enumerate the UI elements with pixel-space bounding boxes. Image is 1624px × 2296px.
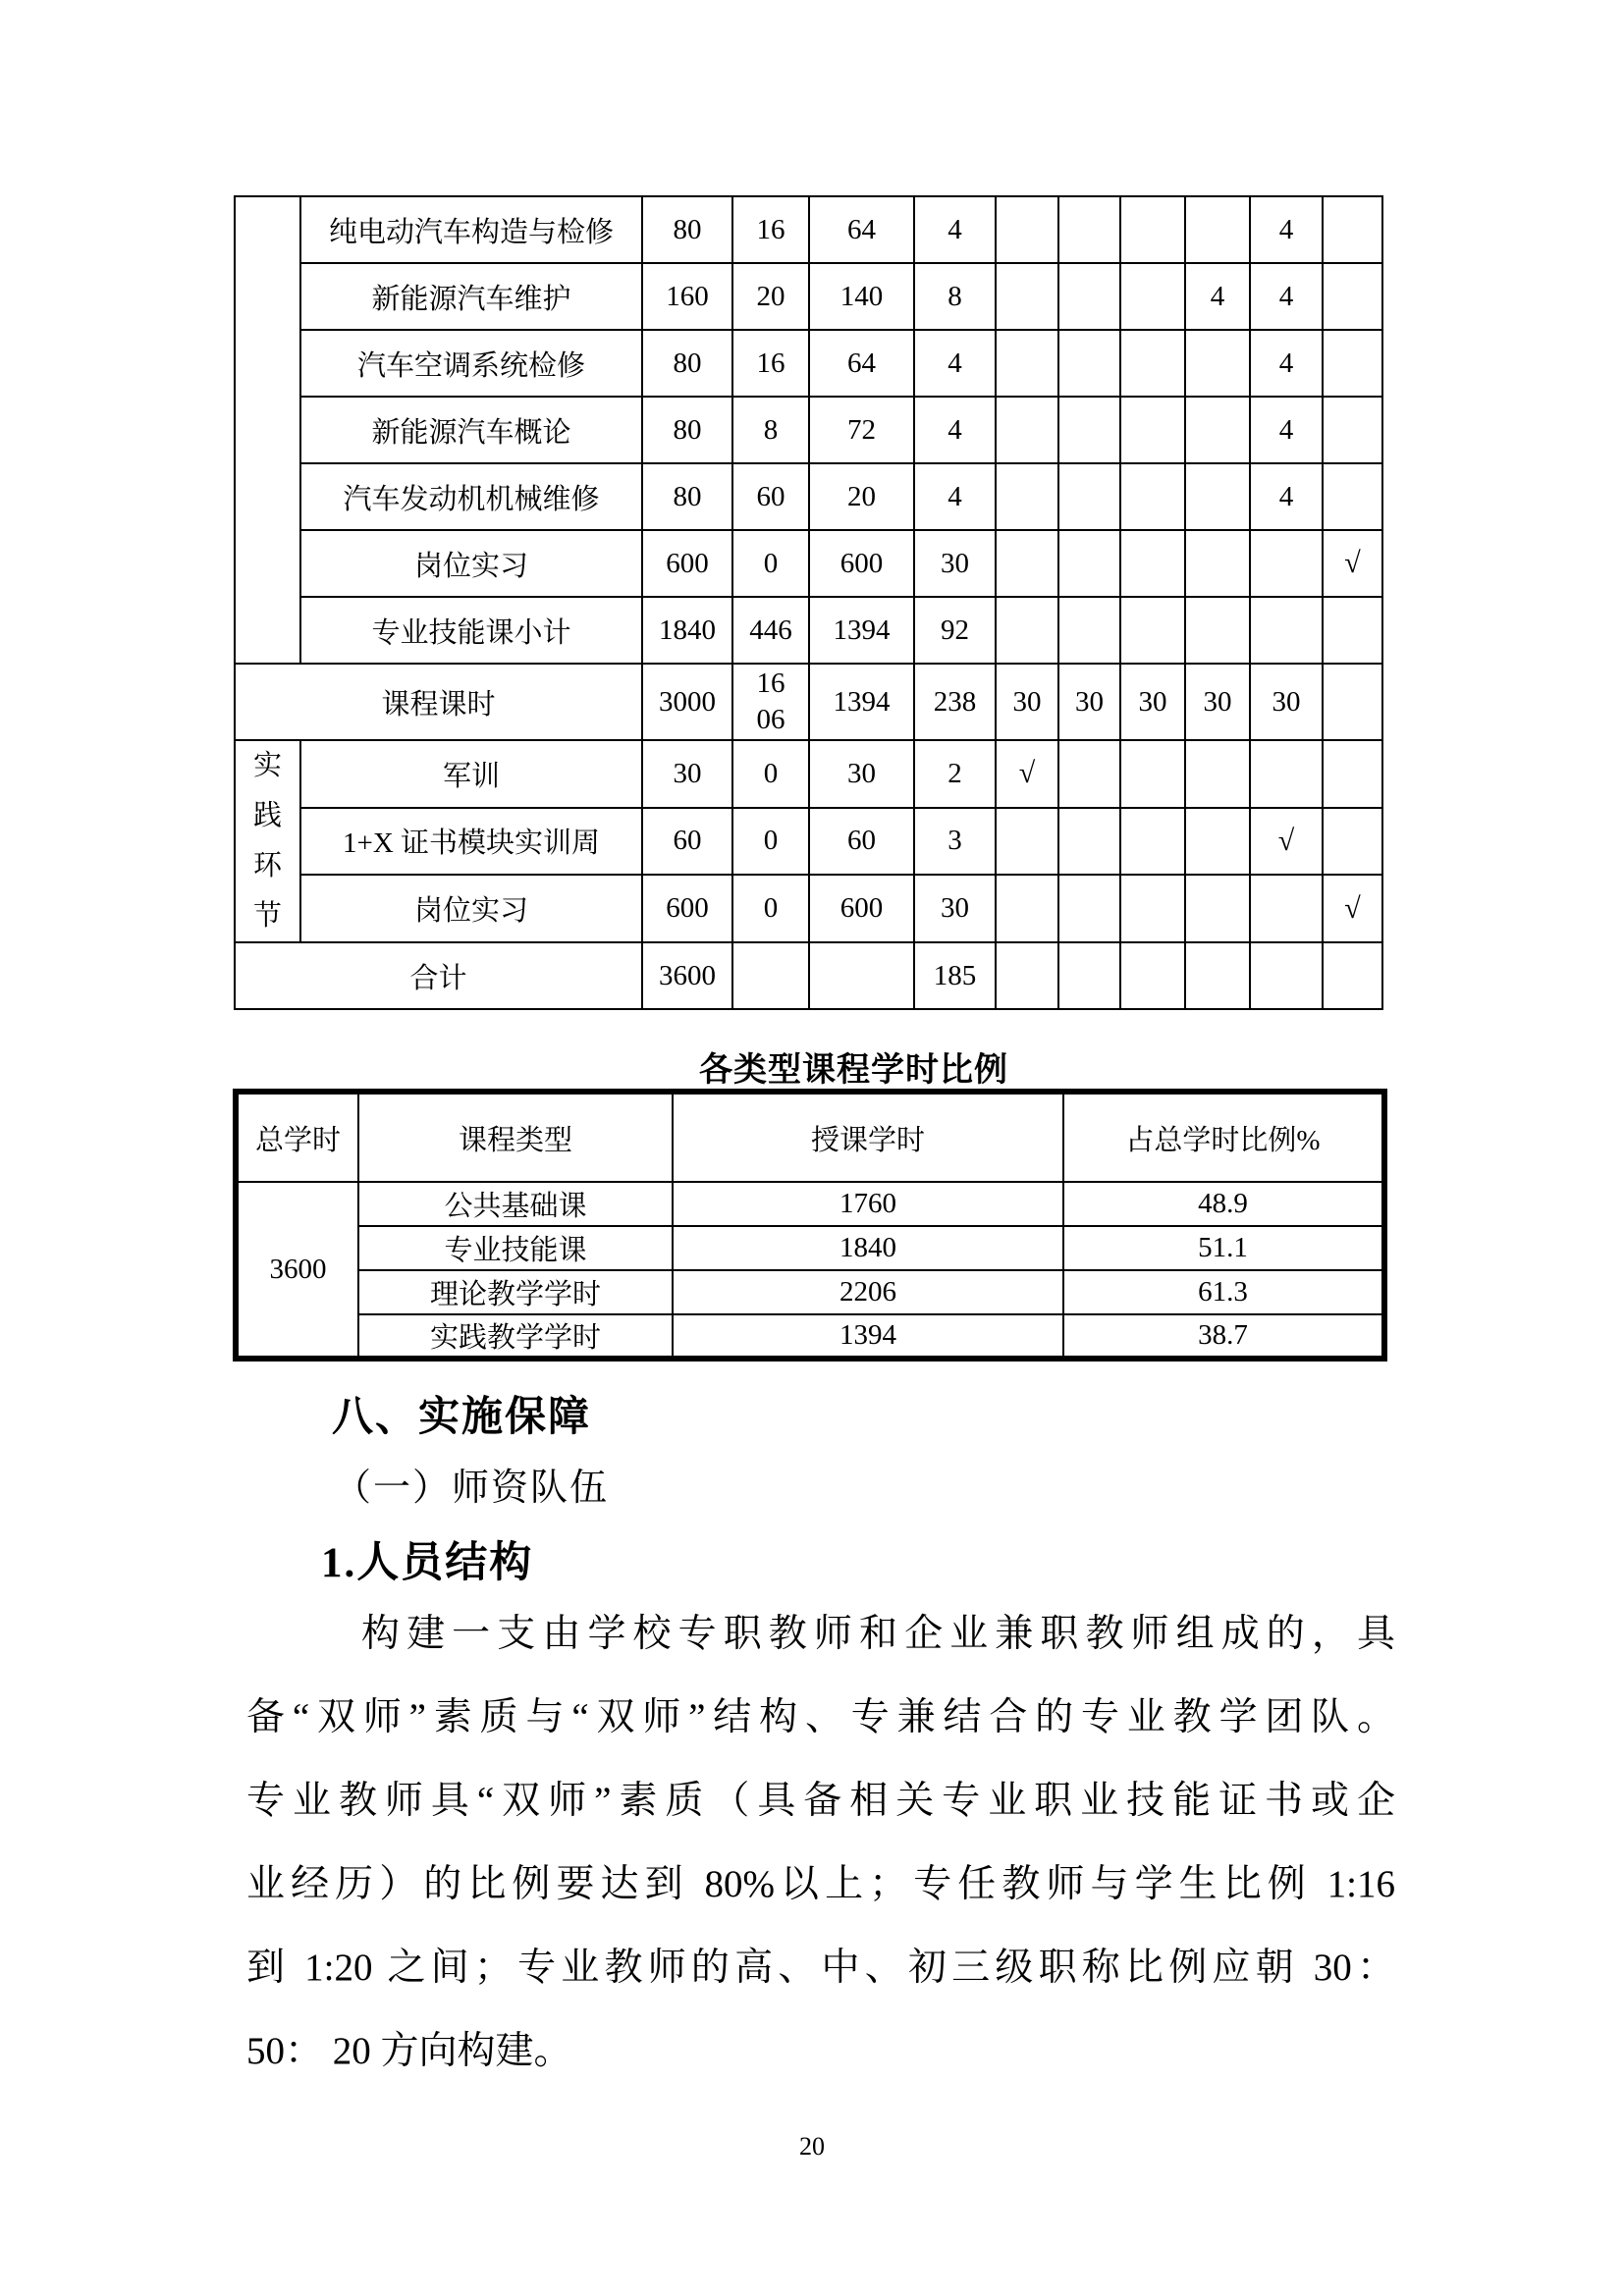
total-hours-value: 3600 bbox=[236, 1182, 358, 1359]
table-cell: 1394 bbox=[809, 664, 914, 740]
table-cell: 72 bbox=[809, 397, 914, 463]
table-cell: 446 bbox=[732, 597, 809, 664]
table-cell bbox=[1058, 808, 1120, 876]
table-cell bbox=[1323, 397, 1382, 463]
table-cell: 80 bbox=[642, 196, 732, 263]
table-cell bbox=[1323, 942, 1382, 1009]
table-cell bbox=[1120, 330, 1185, 397]
table-cell bbox=[1120, 808, 1185, 876]
table-cell: 600 bbox=[642, 875, 732, 942]
table-cell: 3000 bbox=[642, 664, 732, 740]
table-cell: 600 bbox=[642, 530, 732, 597]
table-cell: 64 bbox=[809, 196, 914, 263]
subsection-heading-personnel-structure: 1.人员结构 bbox=[321, 1540, 534, 1586]
table-cell: 2206 bbox=[673, 1270, 1063, 1314]
table-cell: 20 bbox=[809, 463, 914, 530]
table-cell bbox=[1323, 808, 1382, 876]
table-cell: 30 bbox=[1185, 664, 1250, 740]
table-cell bbox=[996, 875, 1058, 942]
table-row bbox=[235, 330, 1382, 397]
table-cell: 80 bbox=[642, 397, 732, 463]
table-cell bbox=[1250, 597, 1323, 664]
table-cell bbox=[1058, 740, 1120, 808]
table-cell: 0 bbox=[732, 740, 809, 808]
table-cell bbox=[996, 330, 1058, 397]
grand-total-label: 合计 bbox=[235, 942, 642, 1009]
table-cell: 30 bbox=[996, 664, 1058, 740]
table-cell: 实践教学学时 bbox=[358, 1314, 673, 1359]
table-cell bbox=[1058, 330, 1120, 397]
table-row bbox=[235, 196, 1382, 263]
table-cell bbox=[1185, 808, 1250, 876]
table-cell bbox=[1323, 740, 1382, 808]
table-cell: 4 bbox=[1250, 330, 1323, 397]
table-cell bbox=[1120, 463, 1185, 530]
course-name-cell: 岗位实习 bbox=[300, 530, 642, 597]
table-cell bbox=[996, 530, 1058, 597]
table-cell bbox=[1250, 942, 1323, 1009]
table-cell: 30 bbox=[1250, 664, 1323, 740]
table-cell bbox=[1185, 397, 1250, 463]
checkmark-cell: √ bbox=[996, 740, 1058, 808]
table-row bbox=[235, 740, 1382, 808]
table-cell: 30 bbox=[1058, 664, 1120, 740]
table-cell: 185 bbox=[914, 942, 996, 1009]
table-cell: 600 bbox=[809, 530, 914, 597]
table-cell: 30 bbox=[642, 740, 732, 808]
paragraph-line: 备“双师”素质与“双师”结构、专兼结合的专业教学团队。 bbox=[246, 1696, 1395, 1738]
table-cell: 600 bbox=[809, 875, 914, 942]
table-cell bbox=[1323, 664, 1382, 740]
table-cell bbox=[996, 196, 1058, 263]
table-row bbox=[236, 1226, 1384, 1270]
table-cell bbox=[1323, 263, 1382, 330]
table-cell bbox=[996, 942, 1058, 1009]
table-cell: 64 bbox=[809, 330, 914, 397]
checkmark-cell: √ bbox=[1250, 808, 1323, 876]
table-cell bbox=[1058, 942, 1120, 1009]
paragraph-line: 专业教师具“双师”素质（具备相关专业职业技能证书或企 bbox=[246, 1780, 1395, 1822]
table-row bbox=[235, 463, 1382, 530]
table-cell: 8 bbox=[732, 397, 809, 463]
table-cell bbox=[996, 263, 1058, 330]
table-row bbox=[236, 1092, 1384, 1182]
table-cell: 1760 bbox=[673, 1182, 1063, 1226]
table-row bbox=[235, 597, 1382, 664]
table-cell bbox=[1120, 875, 1185, 942]
table-cell bbox=[1058, 196, 1120, 263]
table-cell: 61.3 bbox=[1063, 1270, 1384, 1314]
table-cell: 60 bbox=[809, 808, 914, 876]
hours-ratio-table bbox=[233, 1089, 1387, 1362]
header-total-hours: 总学时 bbox=[236, 1092, 358, 1182]
table-cell bbox=[996, 463, 1058, 530]
table-cell bbox=[1323, 196, 1382, 263]
table-cell: 160 bbox=[642, 263, 732, 330]
table-cell: 140 bbox=[809, 263, 914, 330]
table-cell: 238 bbox=[914, 664, 996, 740]
table-cell bbox=[1185, 530, 1250, 597]
table-cell bbox=[1058, 397, 1120, 463]
table-row bbox=[235, 530, 1382, 597]
body-paragraph bbox=[246, 1592, 1395, 2093]
table-cell bbox=[1185, 597, 1250, 664]
course-name-cell: 1+X 证书模块实训周 bbox=[300, 808, 642, 876]
table-cell bbox=[1058, 530, 1120, 597]
table-cell: 4 bbox=[1250, 463, 1323, 530]
category-cell bbox=[235, 196, 300, 664]
page-number: 20 bbox=[799, 2132, 825, 2161]
wrapped-number-cell: 1606 bbox=[732, 664, 809, 740]
table-cell: 4 bbox=[914, 397, 996, 463]
table-cell bbox=[1185, 740, 1250, 808]
table-cell bbox=[1120, 196, 1185, 263]
section-heading-implementation-guarantee: 八、实施保障 bbox=[332, 1393, 592, 1439]
curriculum-hours-table-grid bbox=[234, 195, 1383, 1010]
paragraph-line: 50： 20 方向构建。 bbox=[246, 2030, 572, 2072]
table-row bbox=[235, 942, 1382, 1009]
table-row bbox=[235, 397, 1382, 463]
table-cell: 0 bbox=[732, 530, 809, 597]
table-cell bbox=[996, 397, 1058, 463]
table-cell: 20 bbox=[732, 263, 809, 330]
paragraph-line: 业经历）的比例要达到 80%以上；专任教师与学生比例 1:16 bbox=[246, 1863, 1395, 1905]
table-cell: 30 bbox=[809, 740, 914, 808]
table-cell bbox=[1323, 597, 1382, 664]
table-cell: 4 bbox=[1185, 263, 1250, 330]
table-row bbox=[236, 1182, 1384, 1226]
table-row bbox=[235, 808, 1382, 876]
table-cell: 80 bbox=[642, 463, 732, 530]
table-cell bbox=[1058, 597, 1120, 664]
table-cell bbox=[1250, 530, 1323, 597]
table-cell: 30 bbox=[1120, 664, 1185, 740]
table-row bbox=[236, 1270, 1384, 1314]
table-row bbox=[235, 263, 1382, 330]
subsection-heading-teaching-staff: （一）师资队伍 bbox=[334, 1468, 610, 1509]
table-cell bbox=[1185, 196, 1250, 263]
table-cell bbox=[1250, 740, 1323, 808]
table-cell bbox=[1323, 463, 1382, 530]
table-row bbox=[236, 1314, 1384, 1359]
course-name-cell: 汽车发动机机械维修 bbox=[300, 463, 642, 530]
table-cell bbox=[1185, 942, 1250, 1009]
table-cell: 1394 bbox=[809, 597, 914, 664]
table-cell: 3 bbox=[914, 808, 996, 876]
table-cell bbox=[996, 597, 1058, 664]
table-cell: 2 bbox=[914, 740, 996, 808]
table-cell bbox=[1120, 530, 1185, 597]
table-cell: 公共基础课 bbox=[358, 1182, 673, 1226]
table-cell bbox=[1058, 463, 1120, 530]
table-row bbox=[235, 875, 1382, 942]
table-cell: 60 bbox=[732, 463, 809, 530]
table-cell: 1394 bbox=[673, 1314, 1063, 1359]
curriculum-hours-table bbox=[234, 195, 1383, 1010]
checkmark-cell: √ bbox=[1323, 875, 1382, 942]
table-cell bbox=[1185, 875, 1250, 942]
header-course-type: 课程类型 bbox=[358, 1092, 673, 1182]
table-cell bbox=[732, 942, 809, 1009]
course-name-cell: 军训 bbox=[300, 740, 642, 808]
table-cell: 4 bbox=[1250, 196, 1323, 263]
checkmark-cell: √ bbox=[1323, 530, 1382, 597]
table-cell: 4 bbox=[914, 196, 996, 263]
table-cell bbox=[1323, 330, 1382, 397]
header-teaching-hours: 授课学时 bbox=[673, 1092, 1063, 1182]
hours-ratio-table-grid bbox=[233, 1089, 1387, 1362]
table-cell: 4 bbox=[1250, 263, 1323, 330]
table-cell: 38.7 bbox=[1063, 1314, 1384, 1359]
table-cell: 48.9 bbox=[1063, 1182, 1384, 1226]
table-cell bbox=[1120, 740, 1185, 808]
course-name-cell: 新能源汽车概论 bbox=[300, 397, 642, 463]
table-cell: 1840 bbox=[673, 1226, 1063, 1270]
table-cell bbox=[1185, 330, 1250, 397]
table-cell: 16 bbox=[732, 330, 809, 397]
course-name-cell: 岗位实习 bbox=[300, 875, 642, 942]
ratio-table-title: 各类型课程学时比例 bbox=[699, 1052, 1008, 1089]
subtotal-cell: 专业技能课小计 bbox=[300, 597, 642, 664]
table-cell bbox=[1185, 463, 1250, 530]
table-cell bbox=[996, 808, 1058, 876]
table-cell: 1840 bbox=[642, 597, 732, 664]
table-cell: 3600 bbox=[642, 942, 732, 1009]
table-cell bbox=[1120, 942, 1185, 1009]
table-cell: 8 bbox=[914, 263, 996, 330]
table-cell bbox=[809, 942, 914, 1009]
paragraph-line: 到 1:20 之间；专业教师的高、中、初三级职称比例应朝 30： bbox=[246, 1947, 1395, 1989]
table-cell bbox=[1250, 875, 1323, 942]
course-name-cell: 纯电动汽车构造与检修 bbox=[300, 196, 642, 263]
table-cell: 60 bbox=[642, 808, 732, 876]
table-cell: 80 bbox=[642, 330, 732, 397]
table-cell bbox=[1058, 875, 1120, 942]
table-cell: 51.1 bbox=[1063, 1226, 1384, 1270]
practice-section-label: 实践环节 bbox=[235, 740, 300, 942]
table-cell: 理论教学学时 bbox=[358, 1270, 673, 1314]
course-name-cell: 新能源汽车维护 bbox=[300, 263, 642, 330]
table-cell bbox=[1120, 397, 1185, 463]
table-row bbox=[235, 664, 1382, 740]
table-cell: 专业技能课 bbox=[358, 1226, 673, 1270]
header-percentage: 占总学时比例% bbox=[1063, 1092, 1384, 1182]
table-cell: 0 bbox=[732, 808, 809, 876]
table-cell bbox=[1120, 597, 1185, 664]
table-cell: 0 bbox=[732, 875, 809, 942]
table-cell bbox=[1120, 263, 1185, 330]
table-cell bbox=[1058, 263, 1120, 330]
table-cell: 30 bbox=[914, 875, 996, 942]
table-cell: 30 bbox=[914, 530, 996, 597]
table-cell: 4 bbox=[914, 330, 996, 397]
table-cell: 16 bbox=[732, 196, 809, 263]
course-name-cell: 汽车空调系统检修 bbox=[300, 330, 642, 397]
table-cell: 92 bbox=[914, 597, 996, 664]
paragraph-line: 构建一支由学校专职教师和企业兼职教师组成的，具 bbox=[361, 1613, 1395, 1655]
table-cell: 4 bbox=[914, 463, 996, 530]
table-cell: 4 bbox=[1250, 397, 1323, 463]
total-hours-row-label: 课程课时 bbox=[235, 664, 642, 740]
